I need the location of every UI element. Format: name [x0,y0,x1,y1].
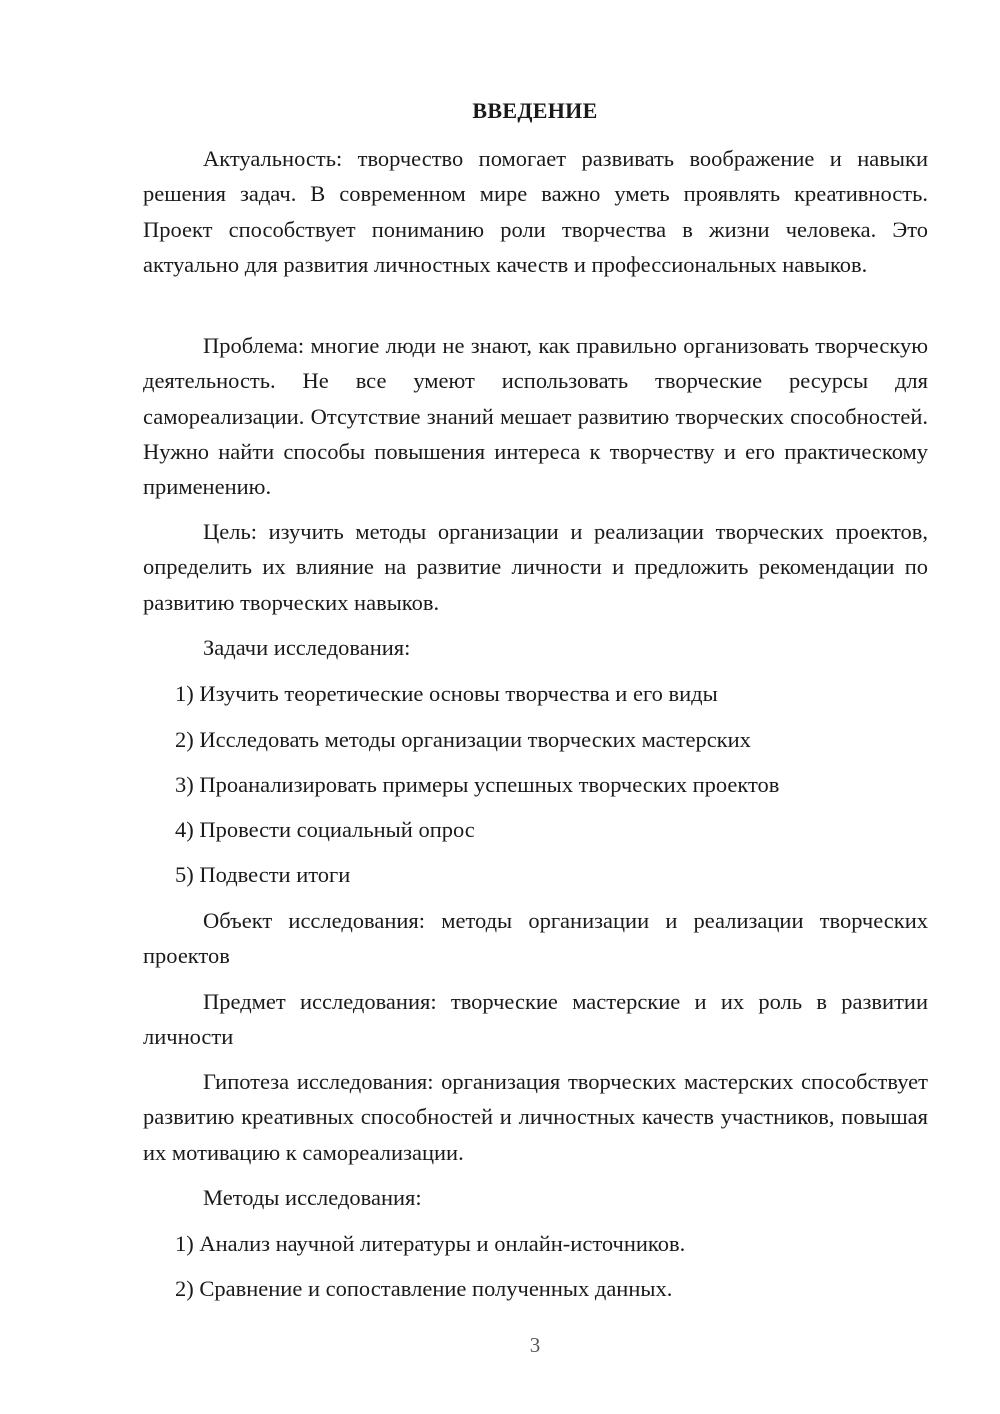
goal-text: Цель: изучить методы организации и реализации творческих проектов, определить их влияние на развитие личности и предложить рекомендации по развитию творческих навыков. [143,519,928,615]
task-item-4: 4) Провести социальный опрос [175,817,475,842]
object-paragraph [143,903,928,974]
page-title: ВВЕДЕНИЕ [472,98,598,123]
problem-paragraph [143,328,928,504]
methods-heading: Методы исследования: [203,1185,422,1210]
relevance-paragraph [143,141,928,282]
task-item-2: 2) Исследовать методы организации творческих мастерских [175,727,751,752]
tasks-heading: Задачи исследования: [203,635,411,660]
goal-paragraph [143,514,928,620]
method-item-2: 2) Сравнение и сопоставление полученных данных. [175,1276,673,1301]
relevance-text: Актуальность: творчество помогает развивать воображение и навыки решения задач. В современном мире важно уметь проявлять креативность. Проект способствует пониманию роли творчества в жизни человека. Это актуально для развития личностных качеств и профессиональных навыков. [143,146,928,277]
object-text: Объект исследования: методы организации и реализации творческих проектов [143,908,928,969]
page-number: 3 [529,1333,541,1357]
method-item-1: 1) Анализ научной литературы и онлайн-источников. [175,1231,686,1256]
hypothesis-paragraph [143,1064,928,1170]
task-item-1: 1) Изучить теоретические основы творчества и его виды [175,681,718,706]
task-item-5: 5) Подвести итоги [175,862,351,887]
subject-paragraph [143,984,928,1055]
task-item-3: 3) Проанализировать примеры успешных творческих проектов [175,772,780,797]
problem-text: Проблема: многие люди не знают, как правильно организовать творческую деятельность. Не все умеют использовать творческие ресурсы для самореализации. Отсутствие знаний мешает развитию творческих способностей. Нужно найти способы повышения интереса к творчеству и его практическому применению. [143,333,928,500]
subject-text: Предмет исследования: творческие мастерские и их роль в развитии личности [143,989,928,1050]
hypothesis-text: Гипотеза исследования: организация творческих мастерских способствует развитию креативных способностей и личностных качеств участников, повышая их мотивацию к самореализации. [143,1069,928,1165]
